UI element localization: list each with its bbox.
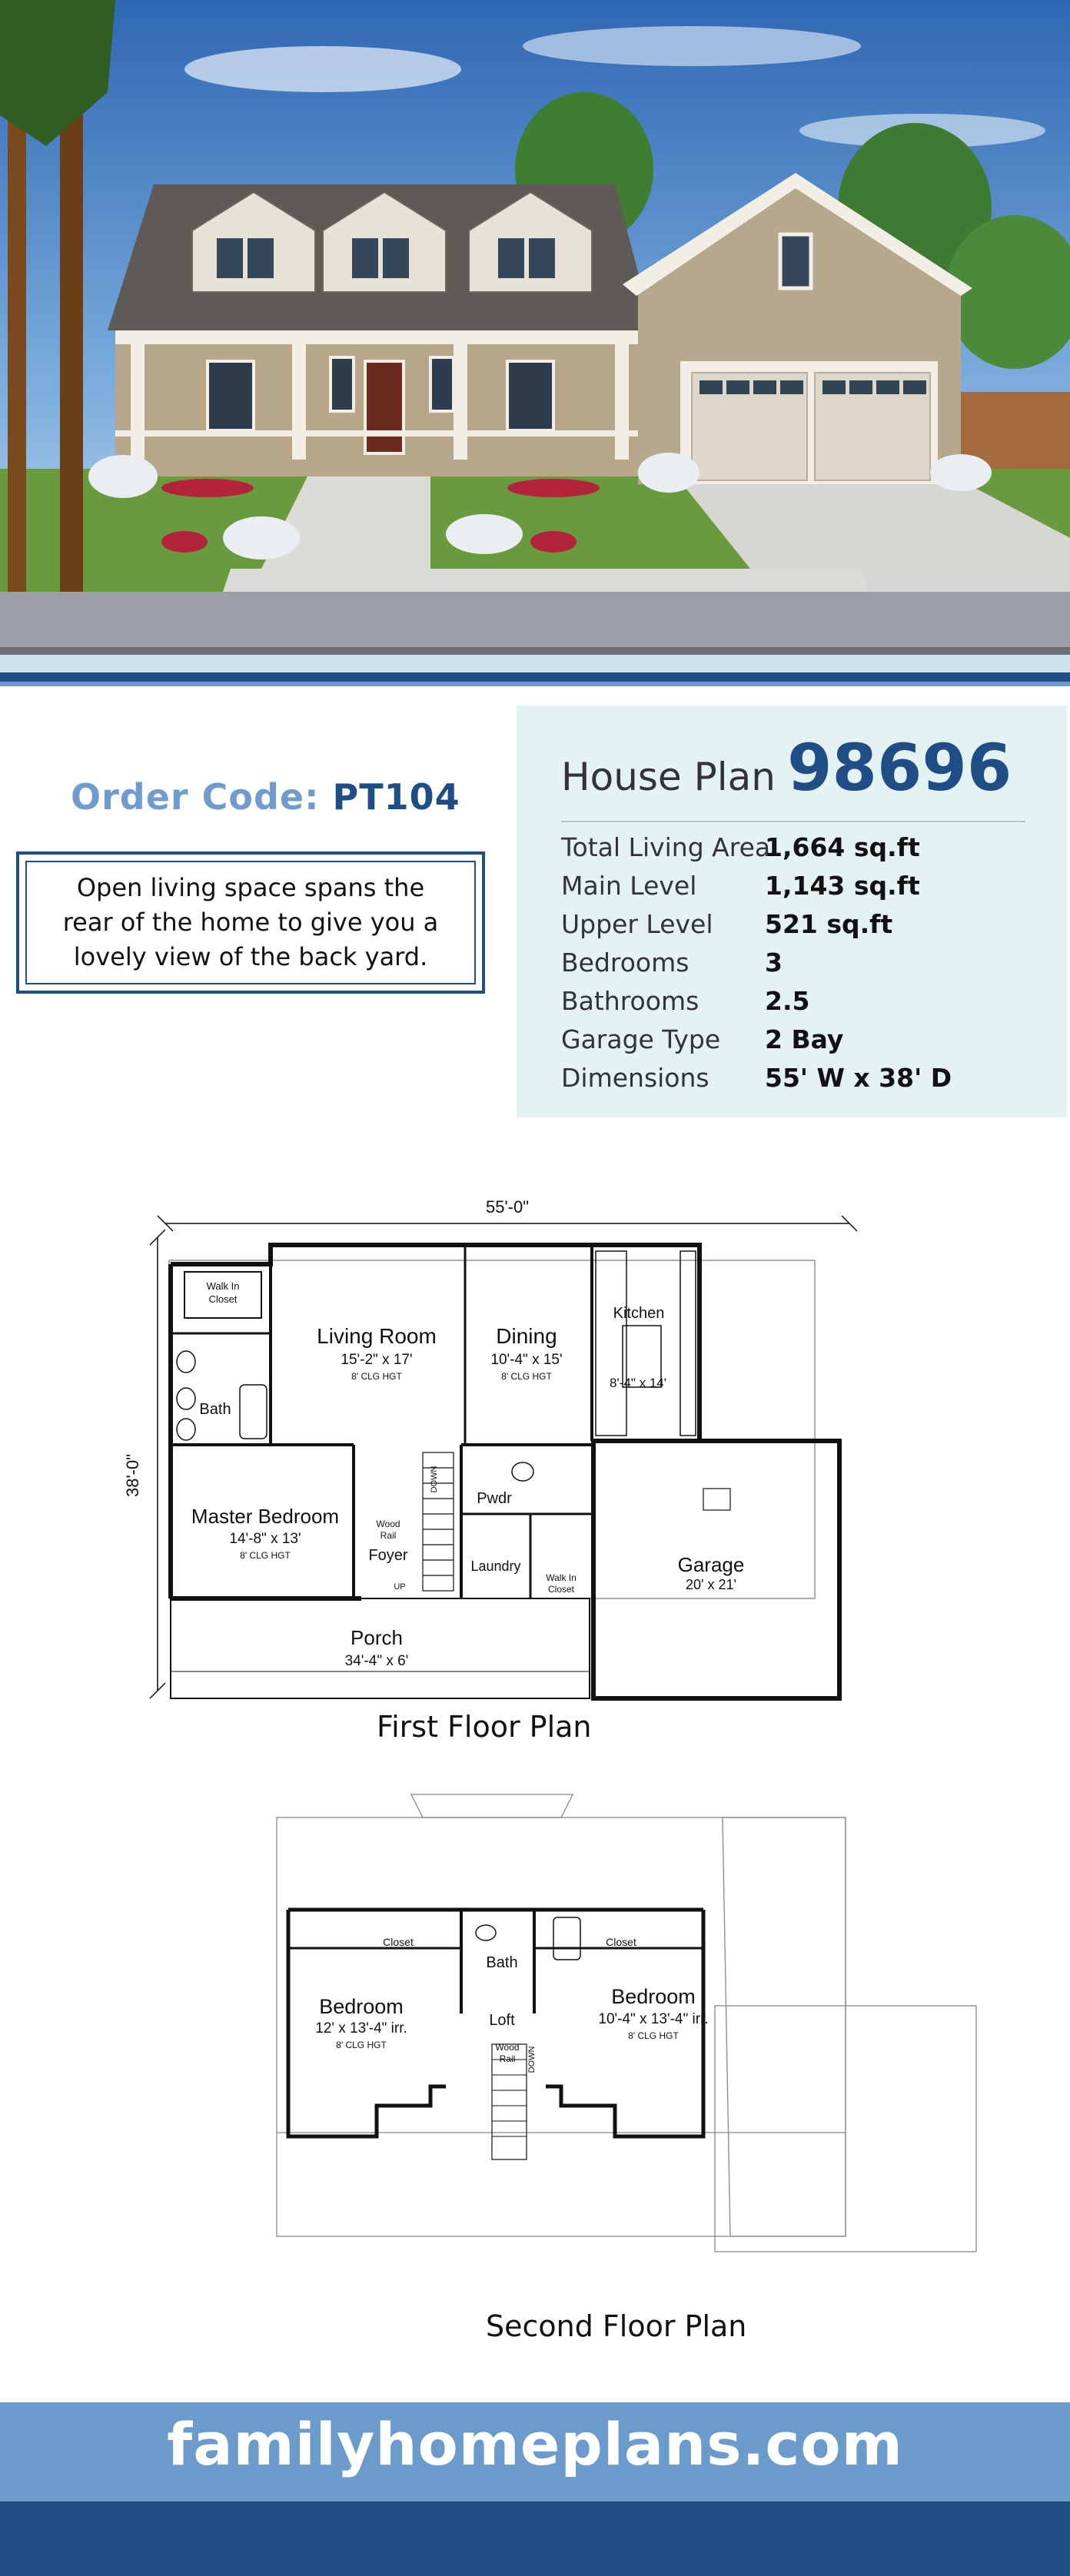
spec-value: 521 sq.ft	[765, 909, 893, 939]
porch-size: 34'-4" x 6'	[344, 1653, 409, 1669]
spec-label: Bathrooms	[561, 986, 699, 1016]
walkin-label: Walk In	[206, 1280, 240, 1292]
house-plan-heading	[561, 730, 1012, 805]
second-floor-bath-label: Bath	[486, 1954, 518, 1971]
spec-value: 2 Bay	[765, 1024, 844, 1054]
first-floor-title: First Floor Plan	[377, 1710, 592, 1744]
dining-size: 10'-4" x 15'	[490, 1352, 563, 1368]
description-text: Open living space spans the rear of the home to give you a lovely view of the back yard.	[62, 873, 439, 971]
spec-label: Garage Type	[561, 1024, 721, 1054]
bedroom-1-size: 12' x 13'-4" irr.	[315, 2020, 407, 2037]
spec-label: Total Living Area	[561, 832, 771, 862]
first-floor-plan	[115, 1191, 869, 1729]
house-plan-number: 98696	[787, 730, 1012, 805]
spec-row-garage-type	[561, 1024, 1038, 1061]
living-room-size: 15'-2" x 17'	[341, 1352, 413, 1368]
living-room-label: Living Room	[317, 1324, 437, 1348]
spec-label: Dimensions	[561, 1063, 709, 1093]
first-floor-width-dim: 55'-0"	[485, 1197, 530, 1217]
spec-row-dimensions	[561, 1063, 1038, 1100]
spec-value: 55' W x 38' D	[765, 1063, 952, 1093]
master-bedroom-size: 14'-8" x 13'	[229, 1531, 301, 1547]
spec-label: Upper Level	[561, 909, 713, 939]
second-floor-title: Second Floor Plan	[486, 2309, 747, 2343]
spec-value: 2.5	[765, 986, 810, 1016]
garage-label: Garage	[677, 1553, 745, 1576]
spec-value: 3	[765, 948, 783, 978]
house-plan-panel	[517, 705, 1067, 1117]
panel-divider	[561, 821, 1025, 822]
order-code-label: Order Code:	[71, 776, 320, 818]
second-floor-plan	[269, 1783, 999, 2305]
house-plan-label: House Plan	[561, 755, 776, 799]
bedroom-2-clg: 8' CLG HGT	[628, 2030, 679, 2041]
bedroom-1-clg: 8' CLG HGT	[336, 2040, 387, 2050]
spec-label: Bedrooms	[561, 948, 690, 978]
closet-right-label: Closet	[606, 1936, 636, 1948]
bedroom-2-label: Bedroom	[611, 1985, 696, 2008]
order-code-value: PT104	[332, 776, 460, 818]
second-stairs-down-label: DOWN	[527, 2046, 537, 2073]
spec-row-total-living-area	[561, 832, 1038, 869]
kitchen-label: Kitchen	[613, 1305, 665, 1322]
living-room-clg: 8' CLG HGT	[351, 1371, 402, 1382]
walkin2-closet-label: Closet	[547, 1584, 575, 1595]
walkin2-label: Walk In	[546, 1572, 577, 1583]
loft-rail-label: Rail	[499, 2053, 516, 2064]
walkin-closet-label: Closet	[208, 1293, 238, 1305]
master-bedroom-label: Master Bedroom	[191, 1505, 340, 1528]
dining-label: Dining	[496, 1324, 557, 1348]
garage-size: 20' x 21'	[686, 1577, 736, 1592]
bedroom-2-size: 10'-4" x 13'-4" irr.	[598, 2011, 709, 2027]
powder-room-label: Pwdr	[477, 1490, 512, 1507]
spec-row-upper-level	[561, 909, 1038, 946]
spec-row-bathrooms	[561, 986, 1038, 1023]
master-bedroom-clg: 8' CLG HGT	[240, 1550, 291, 1561]
closet-left-label: Closet	[383, 1936, 414, 1948]
footer-banner	[0, 2402, 1070, 2576]
hero-divider-dark	[0, 672, 1070, 682]
description-box	[16, 851, 485, 994]
spec-value: 1,664 sq.ft	[765, 832, 920, 862]
stairs-up-label: UP	[394, 1582, 406, 1592]
foyer-label: Foyer	[368, 1547, 408, 1564]
dining-clg: 8' CLG HGT	[501, 1371, 552, 1382]
wood-rail-label: Wood	[376, 1519, 400, 1529]
porch-label: Porch	[351, 1626, 403, 1649]
loft-wood-label: Wood	[495, 2042, 520, 2053]
description-inner-frame	[25, 861, 476, 984]
bedroom-1-label: Bedroom	[319, 1995, 404, 2018]
laundry-label: Laundry	[470, 1559, 521, 1574]
house-rendering-image	[0, 0, 1070, 672]
footer-dark-band	[0, 2501, 1070, 2576]
first-floor-depth-dim: 38'-0"	[123, 1453, 142, 1498]
spec-row-bedrooms	[561, 948, 1038, 984]
first-floor-bath-label: Bath	[199, 1401, 231, 1418]
hero-divider-light	[0, 682, 1070, 686]
stairs-down-label: DOWN	[430, 1466, 439, 1493]
order-code	[71, 776, 460, 818]
spec-label: Main Level	[561, 871, 697, 901]
site-link[interactable]: familyhomeplans.com	[167, 2410, 903, 2478]
kitchen-size: 8'-4" x 14'	[610, 1376, 666, 1390]
spec-row-main-level	[561, 871, 1038, 908]
spec-value: 1,143 sq.ft	[765, 871, 920, 901]
wood-rail-label-2: Rail	[380, 1530, 397, 1541]
loft-label: Loft	[489, 2012, 515, 2029]
